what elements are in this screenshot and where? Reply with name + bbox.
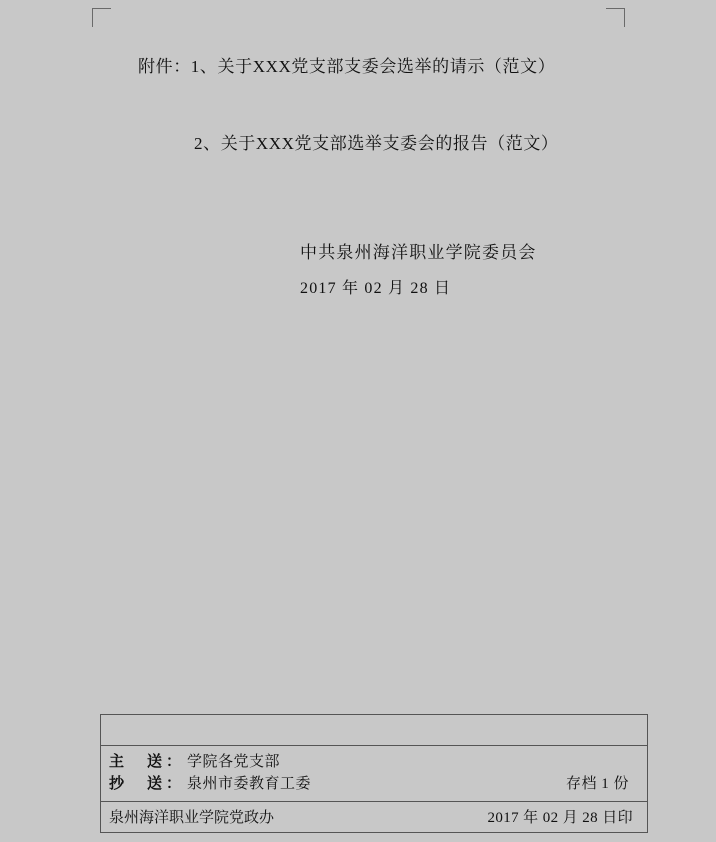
- distribution-table-body: [101, 746, 647, 802]
- issuing-organization: 中共泉州海洋职业学院委员会: [300, 243, 537, 262]
- copy-recipient-value: 泉州市委教育工委: [187, 775, 312, 792]
- copy-recipient-label: 抄 送：: [109, 775, 186, 792]
- attachment-item-2: 2、关于XXX党支部选举支委会的报告（范文）: [194, 134, 559, 153]
- table-row: [109, 774, 639, 796]
- attachment-item-1: 附件：1、关于XXX党支部支委会选举的请示（范文）: [138, 57, 556, 76]
- archive-note: 存档 1 份: [565, 775, 629, 792]
- signature-block: [300, 238, 600, 298]
- table-row: [109, 752, 639, 774]
- main-recipient-label: 主 送：: [109, 754, 186, 770]
- attachment-list: [138, 52, 616, 154]
- distribution-table: [100, 714, 648, 833]
- issuer-office: 泉州海洋职业学院党政办: [109, 810, 275, 826]
- document-content: [100, 0, 633, 842]
- issuing-date: 2017 年 02 月 28 日: [300, 280, 452, 297]
- distribution-table-footer: [101, 802, 647, 832]
- main-recipient-value: 学院各党支部: [187, 754, 281, 770]
- distribution-table-blank-row: [101, 715, 647, 746]
- print-date: 2017 年 02 月 28 日印: [487, 810, 633, 826]
